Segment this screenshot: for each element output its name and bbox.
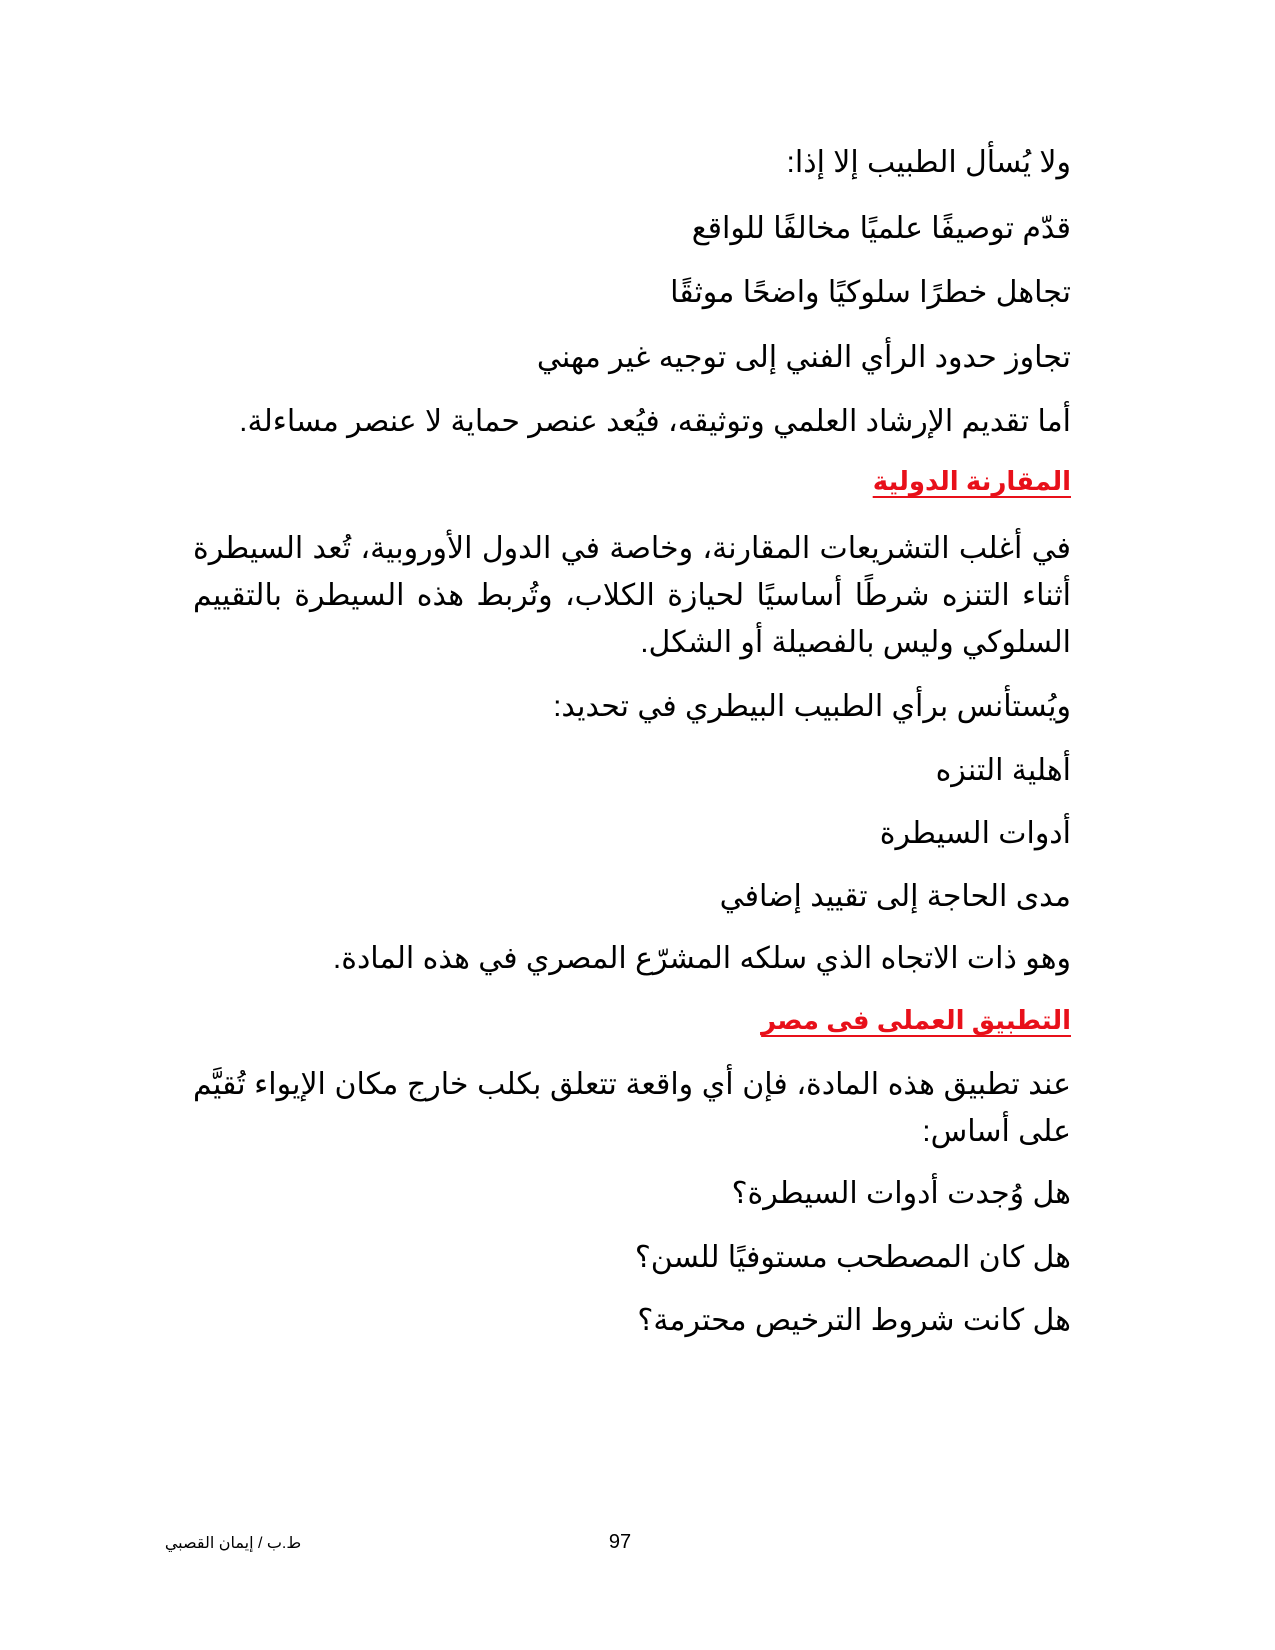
section3-heading: التطبيق العملى فى مصر: [761, 1005, 1071, 1035]
section2-item-3: مدى الحاجة إلى تقييد إضافي: [719, 880, 1071, 913]
section2-heading: المقارنة الدولية: [872, 466, 1071, 496]
section1-item-1: قدّم توصيفًا علميًا مخالفًا للواقع: [691, 212, 1071, 245]
section3-item-1: هل وُجدت أدوات السيطرة؟: [731, 1177, 1071, 1210]
section2-item-2: أدوات السيطرة: [879, 817, 1071, 850]
section1-item-3: تجاوز حدود الرأي الفني إلى توجيه غير مهني: [536, 341, 1071, 374]
section1-item-2: تجاهل خطرًا سلوكيًا واضحًا موثقًا: [670, 276, 1071, 309]
section2-item-1: أهلية التنزه: [935, 754, 1071, 787]
footer-author: ط.ب / إيمان القصبي: [164, 1535, 302, 1552]
section2-paragraph: في أغلب التشريعات المقارنة، وخاصة في الدول الأوروبية، تُعد السيطرة أثناء التنزه شرطًا أساسيًا لحيازة الكلاب، وتُربط هذه السيطرة بالتقييم السلوكي وليس بالفصيلة أو الشكل.: [193, 532, 1072, 659]
section3-paragraph: عند تطبيق هذه المادة، فإن أي واقعة تتعلق بكلب خارج مكان الإيواء تُقيَّم على أساس:: [193, 1068, 1071, 1148]
page-number: 97: [608, 1531, 632, 1553]
section2-closing: وهو ذات الاتجاه الذي سلكه المشرّع المصري في هذه المادة.: [332, 942, 1071, 975]
section3-item-2: هل كان المصطحب مستوفيًا للسن؟: [634, 1241, 1071, 1274]
section1-closing: أما تقديم الإرشاد العلمي وتوثيقه، فيُعد عنصر حماية لا عنصر مساءلة.: [239, 405, 1071, 438]
section1-intro: ولا يُسأل الطبيب إلا إذا:: [786, 146, 1071, 179]
section2-intro: ويُستأنس برأي الطبيب البيطري في تحديد:: [553, 690, 1071, 723]
section3-item-3: هل كانت شروط الترخيص محترمة؟: [637, 1304, 1071, 1337]
